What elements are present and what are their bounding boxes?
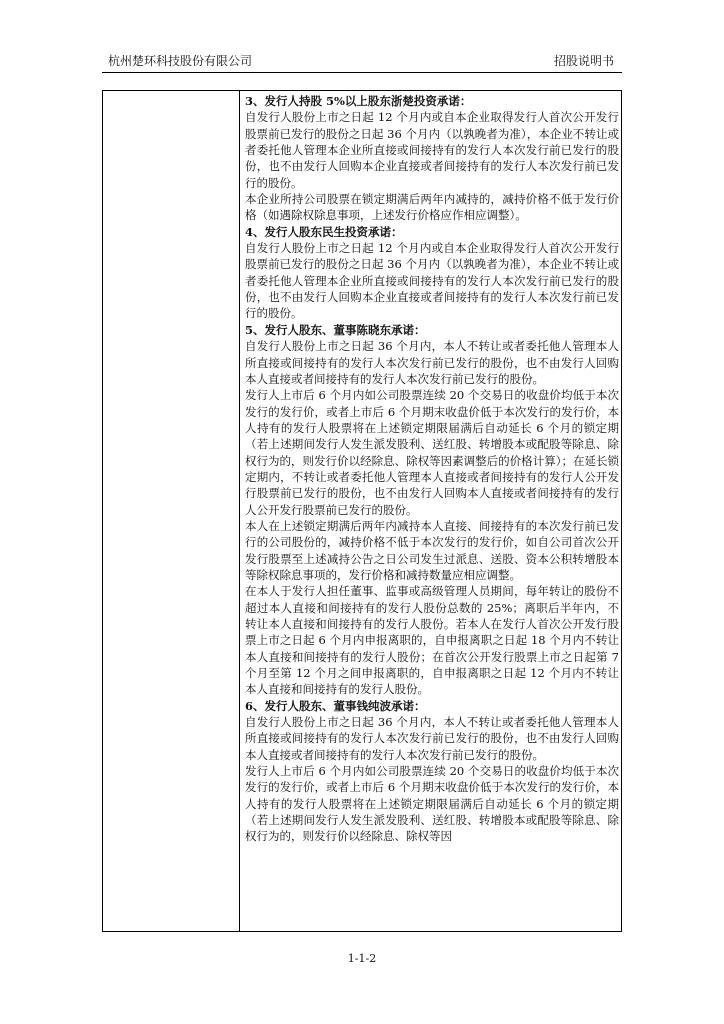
section-heading: 3、发行人持股 5%以上股东浙楚投资承诺： bbox=[245, 94, 472, 108]
paragraph: 自发行人股份上市之日起 12 个月内或自本企业取得发行人首次公开发行股票前已发行的股份之日起 36 个月内（以孰晚者为准），本企业不转让或者委托他人管理本企业所直接或间接持有的发行人本次发行前已发行的股份，也不由发行人回购本企业直接或者间接持有的发行人本次发行前已发行的股份。 bbox=[245, 241, 619, 321]
document-type: 招股说明书 bbox=[553, 54, 614, 68]
header-divider bbox=[102, 72, 622, 73]
paragraph: 自发行人股份上市之日起 12 个月内或自本企业取得发行人首次公开发行股票前已发行的股份之日起 36 个月内（以孰晚者为准），本企业不转让或者委托他人管理本企业所直接或间接持有的发行人本次发行前已发行的股份，也不由发行人回购本企业直接或者间接持有的发行人本次发行前已发行的股份。 bbox=[245, 110, 619, 190]
page-number: 1-1-2 bbox=[347, 952, 377, 965]
paragraph: 本人在上述锁定期满后两年内减持本人直接、间接持有的本次发行前已发行的公司股份的，减持价格不低于本次发行的发行价，如自公司首次公开发行股票至上述减持公告之日公司发生过派息、送股、资本公积转增股本等除权除息事项的，发行价格和减持数量应相应调整。 bbox=[245, 518, 619, 582]
section-heading: 6、发行人股东、董事钱纯波承诺： bbox=[245, 698, 426, 713]
page-header bbox=[102, 50, 622, 72]
section-heading: 4、发行人股东民生投资承诺： bbox=[245, 224, 403, 239]
paragraph: 发行人上市后 6 个月内如公司股票连续 20 个交易日的收盘价均低于本次发行的发行价，或者上市后 6 个月期末收盘价低于本次发行的发行价，本人持有的发行人股票将在上述锁定期限届满后自动延长 6 个月的锁定期（若上述期间发行人发生派发股利、送红股、转增股本或配股等除息、除权行为的，则发行价以经除息、除权等因 bbox=[245, 764, 619, 844]
paragraph: 自发行人股份上市之日起 36 个月内，本人不转让或者委托他人管理本人所直接或间接持有的发行人本次发行前已发行的股份，也不由发行人回购本人直接或者间接持有的发行人本次发行前已发行的股份。 bbox=[245, 339, 619, 386]
table-label-column bbox=[103, 91, 240, 931]
company-name: 杭州楚环科技股份有限公司 bbox=[108, 54, 253, 68]
commitment-table bbox=[102, 90, 622, 932]
paragraph: 在本人于发行人担任董事、监事或高级管理人员期间，每年转让的股份不超过本人直接和间接持有的发行人股份总数的 25%；离职后半年内，不转让本人直接和间接持有的发行人股份。若本人在发行人首次公开发行股票上市之日起 6 个月内申报离职的，自申报离职之日起 18 个月内不转让本人直接和间接持有的发行人股份；在首次公开发行股票上市之日起第 7 个月至第 12 个月之间申报离职的，自申报离职之日起 12 个月内不转让本人直接和间接持有的发行人股份。 bbox=[245, 584, 619, 697]
paragraph: 发行人上市后 6 个月内如公司股票连续 20 个交易日的收盘价均低于本次发行的发行价，或者上市后 6 个月期末收盘价低于本次发行的发行价，本人持有的发行人股票将在上述锁定期限届满后自动延长 6 个月的锁定期（若上述期间发行人发生派发股利、送红股、转增股本或配股等除息、除权行为的，则发行价以经除息、除权等因素调整后的价格计算）；在延长锁定期内，不转让或者委托他人管理本人直接或者间接持有的发行人公开发行股票前已发行的股份，也不由发行人回购本人直接或者间接持有的发行人公开发行股票前已发行的股份。 bbox=[245, 388, 619, 517]
paragraph: 自发行人股份上市之日起 36 个月内，本人不转让或者委托他人管理本人所直接或间接持有的发行人本次发行前已发行的股份，也不由发行人回购本人直接或者间接持有的发行人本次发行前已发行的股份。 bbox=[245, 715, 619, 762]
paragraph: 本企业所持公司股票在锁定期满后两年内减持的，减持价格不低于发行价格（如遇除权除息事项，上述发行价格应作相应调整）。 bbox=[245, 192, 619, 223]
commitment-content bbox=[245, 93, 619, 845]
section-heading: 5、发行人股东、董事陈晓东承诺： bbox=[245, 322, 426, 337]
